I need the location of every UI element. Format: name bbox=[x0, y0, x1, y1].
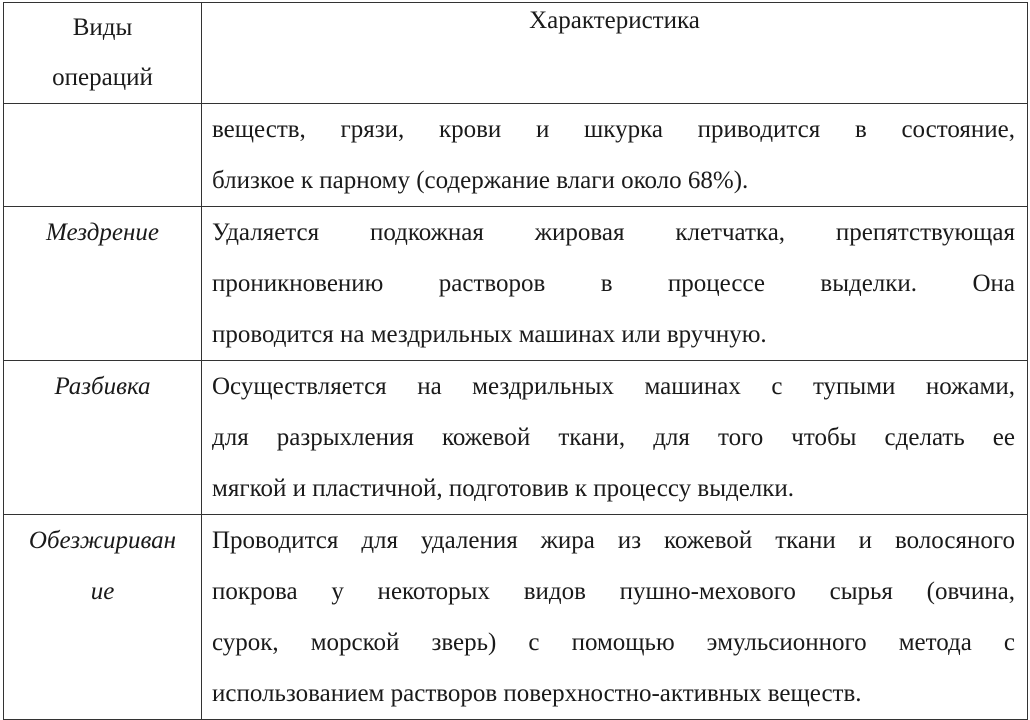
table-row bbox=[4, 361, 1028, 515]
description-line: сурок, морской зверь) с помощью эмульсионного метода с bbox=[212, 629, 1015, 656]
operation-name: Разбивка bbox=[54, 373, 151, 400]
header-operations-line1: Виды bbox=[72, 14, 133, 41]
description-line: мягкой и пластичной, подготовив к процессу выделки. bbox=[212, 475, 795, 502]
operation-name-continued: ие bbox=[90, 578, 115, 605]
table-row bbox=[4, 104, 1028, 207]
header-description: Характеристика bbox=[202, 3, 1028, 104]
description-line: проникновению растворов в процессе выделки. Она bbox=[212, 270, 1015, 297]
operation-name: Обезжириван bbox=[28, 527, 177, 554]
description-cell bbox=[202, 361, 1028, 515]
operation-cell bbox=[4, 207, 202, 361]
operation-cell bbox=[4, 104, 202, 207]
description-cell bbox=[202, 104, 1028, 207]
table-row bbox=[4, 207, 1028, 361]
description-cell bbox=[202, 515, 1028, 720]
description-line: веществ, грязи, крови и шкурка приводится в состояние, bbox=[212, 116, 1015, 143]
description-cell bbox=[202, 207, 1028, 361]
description-line: для разрыхления кожевой ткани, для того чтобы сделать ее bbox=[212, 424, 1015, 451]
operation-name: Мездрение bbox=[46, 219, 159, 246]
description-line: Удаляется подкожная жировая клетчатка, препятствующая bbox=[212, 219, 1015, 246]
header-operations-line2: операций bbox=[52, 64, 153, 91]
description-line: близкое к парному (содержание влаги около 68%). bbox=[212, 167, 749, 194]
description-line: Осуществляется на мездрильных машинах с тупыми ножами, bbox=[212, 373, 1015, 400]
table-row bbox=[4, 515, 1028, 720]
description-line: проводится на мездрильных машинах или вручную. bbox=[212, 321, 767, 348]
description-line: покрова у некоторых видов пушно-мехового сырья (овчина, bbox=[212, 578, 1015, 605]
table-header-row bbox=[4, 3, 1028, 104]
operations-table bbox=[3, 2, 1028, 720]
operation-cell bbox=[4, 361, 202, 515]
operation-cell bbox=[4, 515, 202, 720]
description-line: использованием растворов поверхностно-активных веществ. bbox=[212, 680, 862, 707]
description-line: Проводится для удаления жира из кожевой ткани и волосяного bbox=[212, 527, 1015, 554]
header-operations bbox=[4, 3, 202, 104]
